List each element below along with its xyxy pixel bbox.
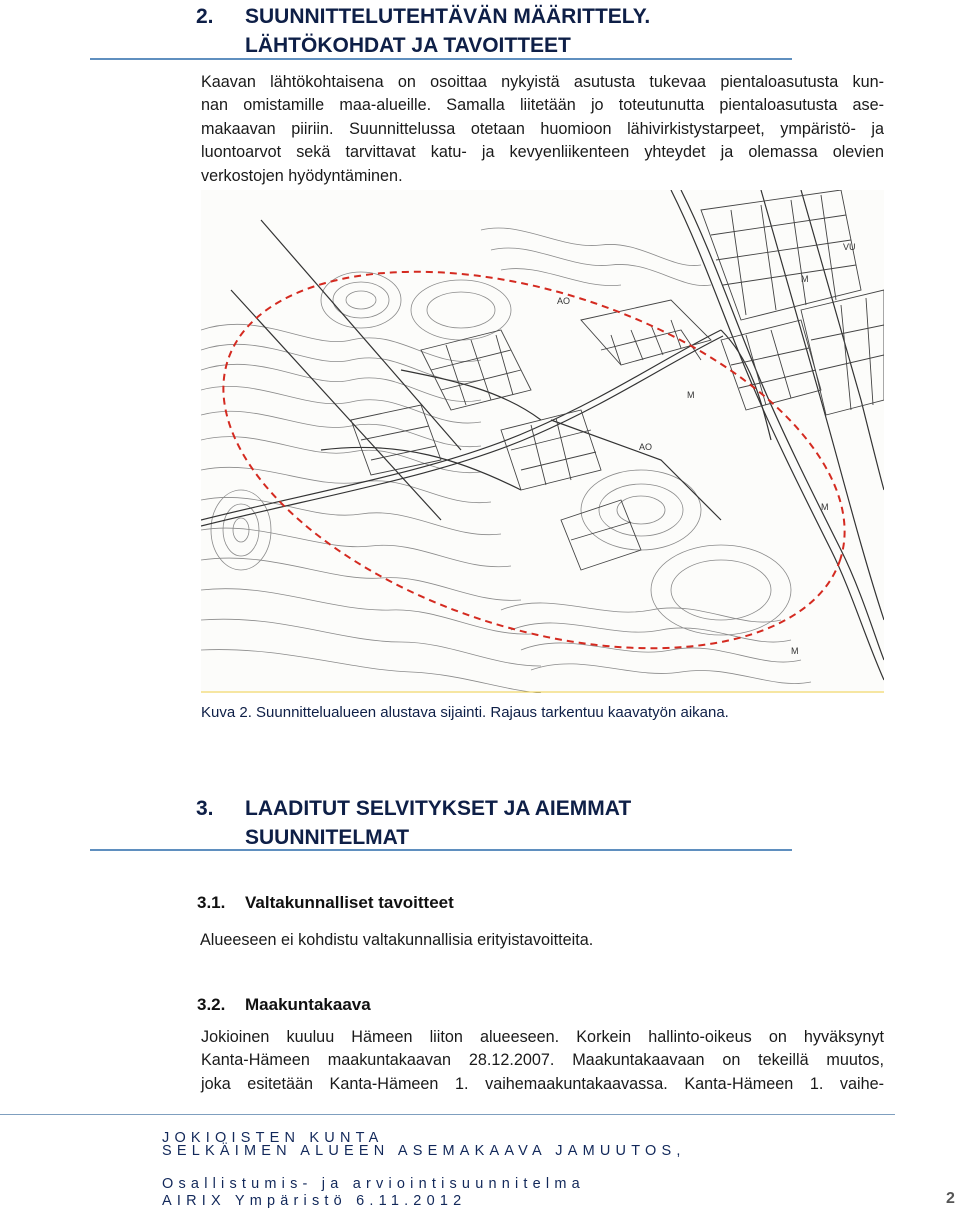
footer-municipality: JOKIOISTEN KUNTA <box>162 1130 384 1146</box>
planning-area-map <box>201 190 884 693</box>
paragraph-line: luontoarvot sekä tarvittavat katu- ja kevyenliikenteen yhteydet ja olemassa olevien <box>201 143 884 162</box>
paragraph-line: Kanta-Hämeen maakuntakaavan 28.12.2007. Maakuntakaavaan on tekeillä muutos, <box>201 1051 884 1070</box>
paragraph-line: Kaavan lähtökohtaisena on osoittaa nykyistä asutusta tukevaa pientaloasutusta kun- <box>201 73 884 91</box>
paragraph-line: nan omistamille maa-alueille. Samalla liitetään jo toteutunutta pientaloasutusta ase- <box>201 96 884 115</box>
subsection-3-2-paragraph <box>201 1026 884 1096</box>
subsection-3-1-text: Alueeseen ei kohdistu valtakunnallisia erityistavoitteita. <box>200 931 594 949</box>
paragraph-line: joka esitetään Kanta-Hämeen 1. vaihemaakuntakaavassa. Kanta-Hämeen 1. vaihe- <box>201 1074 884 1093</box>
figure-caption: Kuva 2. Suunnittelualueen alustava sijainti. Rajaus tarkentuu kaavatyön aikana. <box>201 704 729 721</box>
section-2-title <box>245 2 805 60</box>
section-2-title-line-2: LÄHTÖKOHDAT JA TAVOITTEET <box>245 34 571 57</box>
map-label-ao: AO <box>639 442 653 452</box>
footer-author-date: AIRIX Ympäristö 6.11.2012 <box>162 1193 467 1209</box>
section-2-rule <box>90 58 792 60</box>
contour-lines <box>201 228 811 693</box>
subsection-3-1-number: 3.1. <box>197 893 226 912</box>
paragraph-line: verkostojen hyödyntäminen. <box>201 166 403 185</box>
paragraph-line: makaavan piiriin. Suunnittelussa otetaan huomioon lähivirkistystarpeet, ympäristö- ja <box>201 119 884 138</box>
subsection-3-1-title: Valtakunnalliset tavoitteet <box>245 893 454 912</box>
roads <box>201 190 884 680</box>
paragraph-line: Jokioinen kuuluu Hämeen liiton alueeseen. Korkein hallinto-oikeus on hyväksynyt <box>201 1028 884 1046</box>
section-3-title <box>245 794 805 852</box>
section-3-rule <box>90 849 792 851</box>
subsection-3-1-heading <box>197 892 797 914</box>
map-label-m: M <box>791 646 799 656</box>
section-2-title-line-1: SUUNNITTELUTEHTÄVÄN MÄÄRITTELY. <box>245 5 651 28</box>
map-label-vu: VU <box>843 242 856 252</box>
map-label-m: M <box>687 390 695 400</box>
page-number: 2 <box>946 1190 955 1207</box>
planning-boundary <box>201 201 884 693</box>
footer-document-type: Osallistumis- ja arviointisuunnitelma <box>162 1176 585 1192</box>
section-2-paragraph <box>201 71 884 188</box>
subsection-3-2-heading <box>197 994 797 1016</box>
footer-plan-name: SELKÄIMEN ALUEEN ASEMAKAAVA JAMUUTOS, <box>162 1143 686 1159</box>
subsection-3-2-title: Maakuntakaava <box>245 995 371 1014</box>
section-3-number: 3. <box>196 797 214 820</box>
map-label-ao: AO <box>557 296 571 306</box>
section-2-number: 2. <box>196 5 214 28</box>
map-label-m: M <box>801 274 809 284</box>
map-label-m: M <box>821 502 829 512</box>
section-3-title-line-2: SUUNNITELMAT <box>245 826 410 849</box>
subsection-3-2-number: 3.2. <box>197 995 226 1014</box>
section-3-title-line-1: LAADITUT SELVITYKSET JA AIEMMAT <box>245 797 632 820</box>
footer-rule <box>0 1114 895 1115</box>
section-3-heading <box>196 794 816 854</box>
section-2-heading <box>196 2 816 62</box>
